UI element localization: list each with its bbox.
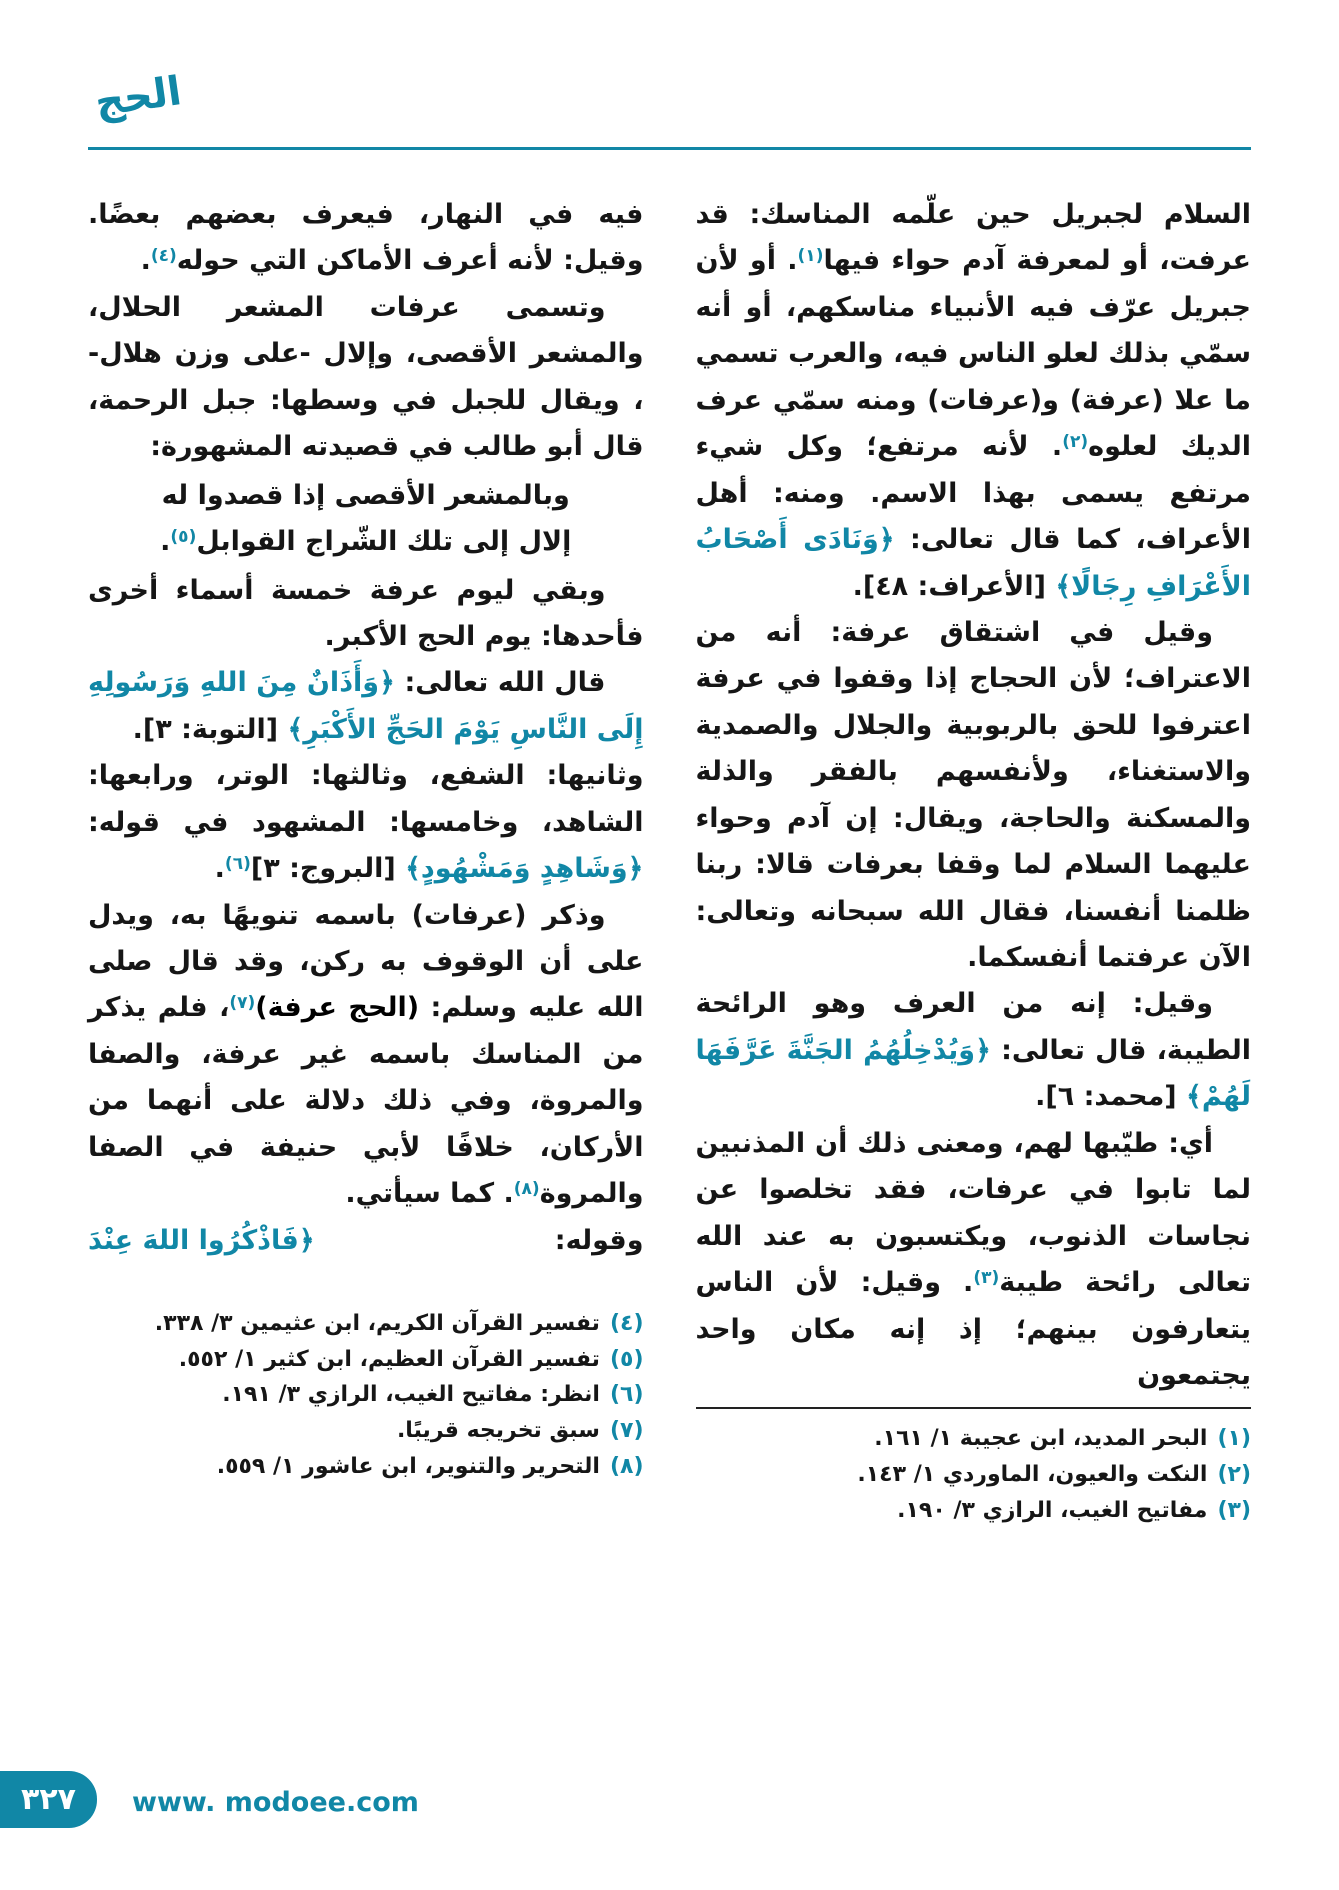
poetry-couplet	[88, 473, 644, 566]
footnote-text: البحر المديد، ابن عجيبة ١/ ١٦١.	[874, 1426, 1208, 1452]
quran-verse: ﴿وَيُدْخِلُهُمُ الجَنَّةَ عَرَّفَهَا لَهُمْ﴾	[695, 1034, 1251, 1113]
page-number-badge	[0, 1771, 97, 1828]
body-text: . كما سيأتي.	[345, 1178, 514, 1210]
paragraph	[88, 285, 644, 471]
footnote-marker: (٨)	[513, 1179, 540, 1200]
verse-reference: [البروج: ٣]	[250, 853, 406, 885]
body-text: وقوله:	[554, 1224, 644, 1256]
quran-verse: ﴿وَنَادَى أَصْحَابُ الأَعْرَافِ رِجَالًا﴾	[695, 524, 1251, 602]
verse-text: .	[160, 526, 171, 558]
body-text: وتسمى عرفات المشعر الحلال، والمشعر الأقصى، وإلال -على وزن هلال- ، ويقال للجبل في وسطها: جبل الرحمة، قال أبو طالب في قصيدته المشهورة:	[88, 291, 644, 463]
body-text: وقيل في اشتقاق عرفة: أنه من الاعتراف؛ لأن الحجاج إذا وقفوا في عرفة اعترفوا للحق بالربوبية والجلال والصمدية والاستغناء، ولأنفسهم بالفقر والذلة والمسكنة والحاجة، ويقال: إن آدم وحواء عليهما السلام لما وقفا بعرفات قالا: ربنا ظلمنا أنفسنا، فقال الله سبحانه وتعالى: الآن عرفتما أنفسكما.	[695, 616, 1251, 973]
quran-verse: ﴿فَاذْكُرُوا اللهَ عِنْدَ	[88, 1224, 315, 1256]
footnote-marker: (٤)	[150, 246, 177, 267]
footnotes-block	[88, 1306, 644, 1484]
left-column	[88, 192, 644, 1528]
footnote	[88, 1377, 644, 1413]
paragraph	[88, 893, 644, 1218]
paragraph	[696, 981, 1252, 1120]
verse-line	[88, 519, 644, 565]
footnote	[88, 1306, 644, 1342]
page-number: ٣٢٧	[21, 1782, 76, 1817]
footnote	[696, 1421, 1252, 1457]
footnote-number: (٥)	[609, 1346, 644, 1372]
verse-reference: [الأعراف: ٤٨].	[852, 570, 1056, 602]
body-text: ، فلم يذكر من المناسك باسمه غير عرفة، والصفا والمروة، وفي ذلك دلالة على أنهما من الأركان، خلافًا لأبي حنيفة في الصفا والمروة	[88, 992, 644, 1210]
paragraph	[696, 192, 1252, 610]
body-text: فيه في النهار، فيعرف بعضهم بعضًا. وقيل: لأنه أعرف الأماكن التي حوله	[88, 199, 644, 277]
body-text: قال الله تعالى:	[394, 667, 606, 699]
body-text: . أو لأن جبريل عرّف فيه الأنبياء مناسكهم، أو أنه سمّي بذلك لعلو الناس فيه، والعرب تسمي ما علا (عرفة) و(عرفات) ومنه سمّي عرف الديك لعلوه	[695, 245, 1252, 463]
body-text: وقيل: إنه من العرف وهو الرائحة الطيبة، قال تعالى:	[695, 988, 1251, 1066]
footnote-marker: (١)	[797, 246, 824, 267]
footnote-number: (٧)	[609, 1417, 644, 1443]
footnote	[88, 1413, 644, 1449]
footnote-number: (٤)	[609, 1311, 644, 1337]
verse-text: إلال إلى تلك الشّراج القوابل	[196, 526, 572, 558]
verse-reference: [محمد: ٦].	[1035, 1081, 1187, 1113]
quran-verse: ﴿وَأَذَانٌ مِنَ اللهِ وَرَسُولِهِ إِلَى النَّاسِ يَوْمَ الحَجِّ الأَكْبَرِ﴾	[88, 667, 644, 745]
footnote-number: (٢)	[1217, 1462, 1251, 1487]
body-text: أي: طيّبها لهم، ومعنى ذلك أن المذنبين لما تابوا في عرفات، فقد تخلصوا عن نجاسات الذنوب، ويكتسبون به عند الله تعالى رائحة طيبة	[695, 1127, 1251, 1299]
body-text: . لأنه مرتفع؛ وكل شيء مرتفع يسمى بهذا الاسم. ومنه: أهل الأعراف، كما قال تعالى:	[695, 431, 1251, 556]
verse-reference: [التوبة: ٣].	[132, 713, 288, 745]
footnote-text: سبق تخريجه قريبًا.	[396, 1417, 600, 1443]
header-rule	[88, 147, 1251, 150]
footnote-text: مفاتيح الغيب، الرازي ٣/ ١٩٠.	[897, 1497, 1208, 1523]
body-text: وثانيها: الشفع، وثالثها: الوتر، ورابعها: الشاهد، وخامسها: المشهود في قوله:	[88, 760, 644, 838]
paragraph	[696, 1121, 1252, 1400]
footnote-text: انظر: مفاتيح الغيب، الرازي ٣/ ١٩١.	[222, 1382, 600, 1408]
body-text: .	[140, 245, 151, 277]
paragraph	[88, 1218, 644, 1264]
body-text: السلام لجبريل حين علّمه المناسك: قد عرفت، أو لمعرفة آدم حواء فيها	[695, 199, 1251, 277]
footnote-text: تفسير القرآن العظيم، ابن كثير ١/ ٥٥٢.	[178, 1346, 600, 1372]
paragraph	[88, 753, 644, 892]
footnote-text: تفسير القرآن الكريم، ابن عثيمين ٣/ ٣٣٨.	[154, 1311, 600, 1337]
chapter-calligraphy-mark: الحج	[92, 68, 185, 126]
body-text: .	[214, 853, 225, 885]
footnote-marker: (٥)	[170, 527, 197, 548]
verse-line: وبالمشعر الأقصى إذا قصدوا له	[161, 479, 570, 511]
footnote-number: (٣)	[1217, 1497, 1251, 1523]
footnote	[696, 1457, 1252, 1493]
footnote-number: (٦)	[609, 1382, 644, 1408]
footnote	[88, 1342, 644, 1378]
body-text: وذكر (عرفات) باسمه تنويهًا به، ويدل على أن الوقوف به ركن، وقد قال صلى الله عليه وسلم:	[88, 899, 644, 1024]
footnote-text: التحرير والتنوير، ابن عاشور ١/ ٥٥٩.	[216, 1453, 600, 1479]
footnote-number: (٨)	[609, 1453, 644, 1479]
body-text: وبقي ليوم عرفة خمسة أسماء أخرى فأحدها: يوم الحج الأكبر.	[88, 574, 644, 652]
paragraph	[88, 660, 644, 753]
footnote-marker: (٧)	[229, 993, 256, 1014]
body-text: . وقيل: لأن الناس يتعارفون بينهم؛ إذ إنه مكان واحد يجتمعون	[695, 1267, 1251, 1391]
footnote	[696, 1493, 1252, 1529]
footnote-marker: (٢)	[1062, 432, 1089, 453]
footnote-number: (١)	[1217, 1426, 1251, 1452]
footnotes-block	[696, 1407, 1252, 1528]
website-text: www. modoee.com	[132, 1787, 419, 1818]
paragraph	[88, 192, 644, 285]
hadith-text: (الحج عرفة)	[255, 992, 420, 1024]
paragraph	[88, 568, 644, 661]
footnote-text: النكت والعيون، الماوردي ١/ ١٤٣.	[857, 1462, 1208, 1487]
right-column	[696, 192, 1252, 1528]
footnote-marker: (٣)	[973, 1268, 1000, 1289]
footnote	[88, 1449, 644, 1485]
quran-verse: ﴿وَشَاهِدٍ وَمَشْهُودٍ﴾	[405, 853, 644, 885]
footnote-marker: (٦)	[224, 854, 251, 875]
paragraph	[696, 610, 1252, 982]
content-columns	[88, 192, 1251, 1528]
